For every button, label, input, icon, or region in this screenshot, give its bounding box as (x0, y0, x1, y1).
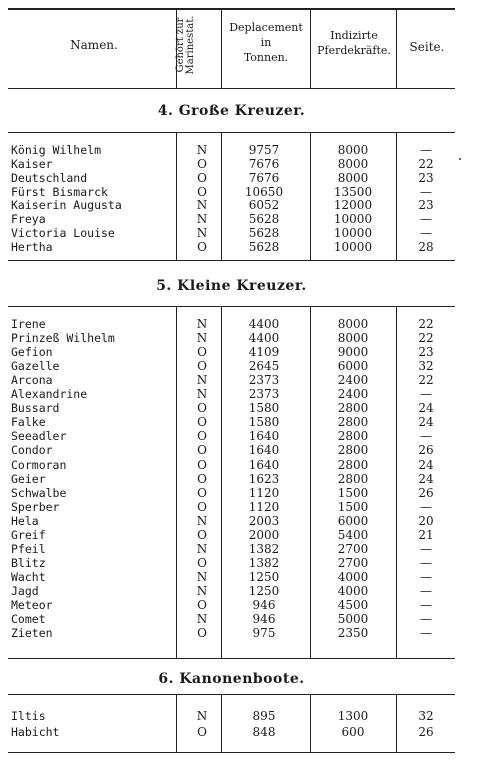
ship-name: Wacht (11, 569, 46, 584)
column-header-names: Namen. (70, 38, 118, 52)
pferdekraefte-cell: 8000 (337, 170, 369, 185)
deplacement-cell: 1250 (248, 583, 280, 598)
marinestation-cell: O (197, 485, 207, 500)
section-bottom-rule (8, 752, 455, 753)
ship-name: Meteor (11, 598, 53, 612)
ship-name: Iltis (11, 709, 46, 723)
deplacement-cell: 4400 (248, 317, 280, 331)
marinestation-cell: O (197, 429, 207, 444)
seite-cell: — (420, 226, 432, 241)
deplacement-cell: 2003 (248, 513, 280, 528)
seite-cell: — (420, 143, 432, 157)
marinestation-cell: O (197, 555, 207, 570)
deplacement-cell: 946 (252, 598, 276, 612)
table-row (8, 387, 455, 401)
deplacement-cell: 946 (252, 612, 276, 627)
table-row (8, 542, 455, 556)
pferdekraefte-cell: 10000 (333, 212, 373, 227)
deplacement-cell: 1640 (248, 443, 280, 458)
pferdekraefte-cell: 10000 (333, 226, 373, 241)
column-header-marinestation (176, 10, 196, 80)
deplacement-cell: 1580 (248, 401, 280, 416)
ship-name: Sperber (11, 499, 60, 514)
table-row (8, 458, 455, 472)
column-header-deplacement (222, 20, 310, 65)
ship-name: Seeadler (11, 429, 67, 444)
section-title: 4. Große Kreuzer. (157, 103, 306, 119)
table-row (8, 143, 455, 157)
seite-cell: 22 (418, 331, 434, 346)
pferdekraefte-cell: 2800 (337, 429, 369, 444)
ship-name: Greif (11, 527, 46, 542)
header-bottom-rule (8, 88, 455, 89)
deplacement-cell: 4400 (248, 331, 280, 346)
print-speck (459, 158, 461, 160)
ship-name: Habicht (11, 724, 60, 739)
marinestation-cell: O (197, 527, 207, 542)
table-row (8, 226, 455, 240)
table-row (8, 171, 455, 185)
pferdekraefte-cell: 2800 (337, 443, 369, 458)
pferdekraefte-cell: 13500 (333, 184, 373, 199)
seite-cell: — (420, 626, 432, 641)
marinestation-cell: O (197, 443, 207, 458)
table-row (8, 185, 455, 199)
deplacement-cell: 1250 (248, 569, 280, 584)
pferdekraefte-cell: 8000 (337, 331, 369, 346)
section-bottom-rule (8, 658, 455, 659)
seite-cell: — (420, 598, 432, 612)
ship-name: Pfeil (11, 541, 46, 556)
deplacement-cell: 10650 (244, 184, 284, 199)
marinestation-cell: N (196, 513, 208, 528)
table-row (8, 345, 455, 359)
marinestation-cell: O (197, 359, 207, 374)
section-title: 6. Kanonenboote. (158, 671, 305, 687)
table-row (8, 584, 455, 598)
ship-name: Blitz (11, 555, 46, 570)
marinestation-cell: N (196, 583, 208, 598)
deplacement-cell: 6052 (248, 198, 280, 213)
section-top-rule (8, 694, 455, 695)
ship-name: Kaiserin Augusta (11, 198, 122, 213)
deplacement-cell: 7676 (248, 156, 280, 171)
table-row (8, 570, 455, 584)
pferdekraefte-cell: 2800 (337, 471, 369, 486)
seite-cell: 20 (418, 513, 434, 528)
pferdekraefte-cell: 2400 (337, 387, 369, 402)
pferdekraefte-cell: 6000 (337, 513, 369, 528)
seite-cell: 26 (418, 485, 434, 500)
pferdekraefte-cell: 2800 (337, 457, 369, 472)
seite-cell: 26 (418, 724, 434, 739)
marinestation-cell: N (196, 212, 208, 227)
ship-name: Jagd (11, 583, 39, 598)
deplacement-cell: 1382 (248, 541, 280, 556)
deplacement-cell: 895 (252, 709, 276, 723)
column-header-deplacement-line1: Deplacement (229, 21, 303, 34)
table-row (8, 401, 455, 415)
ship-name: Freya (11, 212, 46, 227)
pferdekraefte-cell: 9000 (337, 345, 369, 360)
seite-cell: 24 (418, 457, 434, 472)
seite-cell: 22 (418, 156, 434, 171)
seite-cell: — (420, 387, 432, 402)
marinestation-cell: N (196, 331, 208, 346)
seite-cell: 23 (418, 345, 434, 360)
table-row (8, 500, 455, 514)
pferdekraefte-cell: 2700 (337, 555, 369, 570)
seite-cell: 22 (418, 373, 434, 388)
marinestation-cell: O (197, 626, 207, 641)
deplacement-cell: 1120 (248, 499, 280, 514)
table-row (8, 486, 455, 500)
table-row (8, 528, 455, 542)
column-header-marinestation-line2: Marinestat. (185, 15, 196, 75)
pferdekraefte-cell: 1500 (337, 499, 369, 514)
column-divider (396, 694, 397, 752)
column-divider (176, 694, 177, 752)
deplacement-cell: 4109 (248, 345, 280, 360)
pferdekraefte-cell: 2800 (337, 401, 369, 416)
table-row (8, 429, 455, 443)
marinestation-cell: O (197, 239, 207, 254)
seite-cell: 22 (418, 317, 434, 331)
pferdekraefte-cell: 2400 (337, 373, 369, 388)
marinestation-cell: O (197, 499, 207, 514)
pferdekraefte-cell: 10000 (333, 239, 373, 254)
table-row (8, 725, 455, 739)
ship-name: Schwalbe (11, 485, 67, 500)
table-row (8, 443, 455, 457)
marinestation-cell: O (197, 457, 207, 472)
table-row (8, 212, 455, 226)
deplacement-cell: 7676 (248, 170, 280, 185)
pferdekraefte-cell: 4000 (337, 569, 369, 584)
seite-cell: 21 (418, 527, 434, 542)
pferdekraefte-cell: 1300 (337, 709, 369, 723)
ship-name: Irene (11, 317, 46, 331)
deplacement-cell: 1640 (248, 429, 280, 444)
table-row (8, 612, 455, 626)
deplacement-cell: 2645 (248, 359, 280, 374)
seite-cell: — (420, 212, 432, 227)
seite-cell: — (420, 184, 432, 199)
pferdekraefte-cell: 8000 (337, 143, 369, 157)
ship-name: Gazelle (11, 359, 60, 374)
deplacement-cell: 9757 (248, 143, 280, 157)
deplacement-cell: 1580 (248, 415, 280, 430)
pferdekraefte-cell: 600 (341, 724, 365, 739)
column-header-marinestation-line1: Gehört zur (175, 17, 186, 73)
table-row (8, 240, 455, 254)
pferdekraefte-cell: 2350 (337, 626, 369, 641)
table-row (8, 331, 455, 345)
seite-cell: — (420, 612, 432, 627)
ship-name: Arcona (11, 373, 53, 388)
ship-name: Prinzeß Wilhelm (11, 331, 115, 346)
ship-name: Gefion (11, 345, 53, 360)
deplacement-cell: 1640 (248, 457, 280, 472)
column-header-ps-line2: Pferdekräfte. (317, 44, 391, 57)
table-row (8, 472, 455, 486)
seite-cell: — (420, 429, 432, 444)
pferdekraefte-cell: 5400 (337, 527, 369, 542)
seite-cell: 23 (418, 198, 434, 213)
section-title: 5. Kleine Kreuzer. (156, 278, 307, 294)
deplacement-cell: 5628 (248, 239, 280, 254)
table-row (8, 626, 455, 640)
column-header-seite: Seite. (409, 40, 445, 54)
deplacement-cell: 975 (252, 626, 276, 641)
table-row (8, 598, 455, 612)
pferdekraefte-cell: 8000 (337, 156, 369, 171)
table-row (8, 556, 455, 570)
deplacement-cell: 5628 (248, 226, 280, 241)
seite-cell: 28 (418, 239, 434, 254)
pferdekraefte-cell: 5000 (337, 612, 369, 627)
ship-name: Zieten (11, 626, 53, 641)
table-row (8, 514, 455, 528)
deplacement-cell: 2373 (248, 373, 280, 388)
pferdekraefte-cell: 2700 (337, 541, 369, 556)
section-top-rule (8, 132, 455, 133)
seite-cell: 24 (418, 471, 434, 486)
seite-cell: 26 (418, 443, 434, 458)
ship-name: Hela (11, 513, 39, 528)
column-header-deplacement-line2: in (260, 36, 272, 49)
deplacement-cell: 1382 (248, 555, 280, 570)
marinestation-cell: N (196, 317, 208, 331)
column-divider (310, 694, 311, 752)
section-top-rule (8, 306, 455, 307)
column-divider (221, 694, 222, 752)
deplacement-cell: 848 (252, 724, 276, 739)
ship-name: Falke (11, 415, 46, 430)
column-header-pferdekraefte (312, 28, 396, 58)
ship-name: Comet (11, 612, 46, 627)
seite-cell: 32 (418, 359, 434, 374)
table-row (8, 359, 455, 373)
table-row (8, 157, 455, 171)
deplacement-cell: 1120 (248, 485, 280, 500)
marinestation-cell: N (196, 569, 208, 584)
deplacement-cell: 1623 (248, 471, 280, 486)
table-row (8, 317, 455, 331)
deplacement-cell: 2373 (248, 387, 280, 402)
deplacement-cell: 5628 (248, 212, 280, 227)
marinestation-cell: O (197, 598, 207, 612)
section-bottom-rule (8, 260, 455, 261)
marinestation-cell: N (196, 612, 208, 627)
seite-cell: — (420, 555, 432, 570)
seite-cell: — (420, 541, 432, 556)
pferdekraefte-cell: 4500 (337, 598, 369, 612)
marinestation-cell: O (197, 170, 207, 185)
pferdekraefte-cell: 4000 (337, 583, 369, 598)
ship-name: Deutschland (11, 170, 88, 185)
pferdekraefte-cell: 6000 (337, 359, 369, 374)
table-row (8, 709, 455, 723)
header-divider (310, 8, 311, 88)
pferdekraefte-cell: 12000 (333, 198, 373, 213)
ship-name: Kaiser (11, 156, 53, 171)
seite-cell: 32 (418, 709, 434, 723)
marinestation-cell: N (196, 373, 208, 388)
pferdekraefte-cell: 8000 (337, 317, 369, 331)
pferdekraefte-cell: 1500 (337, 485, 369, 500)
table-top-rule (8, 8, 455, 10)
seite-cell: 23 (418, 170, 434, 185)
seite-cell: — (420, 569, 432, 584)
marinestation-cell: O (197, 156, 207, 171)
marinestation-cell: O (197, 724, 207, 739)
table-row (8, 373, 455, 387)
ship-name: Cormoran (11, 457, 67, 472)
ship-name: Victoria Louise (11, 226, 115, 241)
marinestation-cell: O (197, 184, 207, 199)
seite-cell: — (420, 499, 432, 514)
table-row (8, 415, 455, 429)
marinestation-cell: N (196, 387, 208, 402)
marinestation-cell: O (197, 471, 207, 486)
seite-cell: 24 (418, 401, 434, 416)
table-row (8, 198, 455, 212)
column-header-ps-line1: Indizirte (330, 29, 378, 42)
ship-name: Condor (11, 443, 53, 458)
ship-name: König Wilhelm (11, 143, 102, 157)
marinestation-cell: N (196, 143, 208, 157)
marinestation-cell: O (197, 415, 207, 430)
marinestation-cell: N (196, 709, 208, 723)
marinestation-cell: N (196, 198, 208, 213)
marinestation-cell: O (197, 345, 207, 360)
marinestation-cell: N (196, 226, 208, 241)
ship-name: Bussard (11, 401, 60, 416)
ship-name: Geier (11, 471, 46, 486)
ship-name: Alexandrine (11, 387, 88, 402)
marinestation-cell: N (196, 541, 208, 556)
header-divider (396, 8, 397, 88)
ship-name: Fürst Bismarck (11, 184, 108, 199)
ship-name: Hertha (11, 239, 53, 254)
column-header-deplacement-line3: Tonnen. (243, 51, 289, 64)
seite-cell: 24 (418, 415, 434, 430)
seite-cell: — (420, 583, 432, 598)
pferdekraefte-cell: 2800 (337, 415, 369, 430)
marinestation-cell: O (197, 401, 207, 416)
deplacement-cell: 2000 (248, 527, 280, 542)
